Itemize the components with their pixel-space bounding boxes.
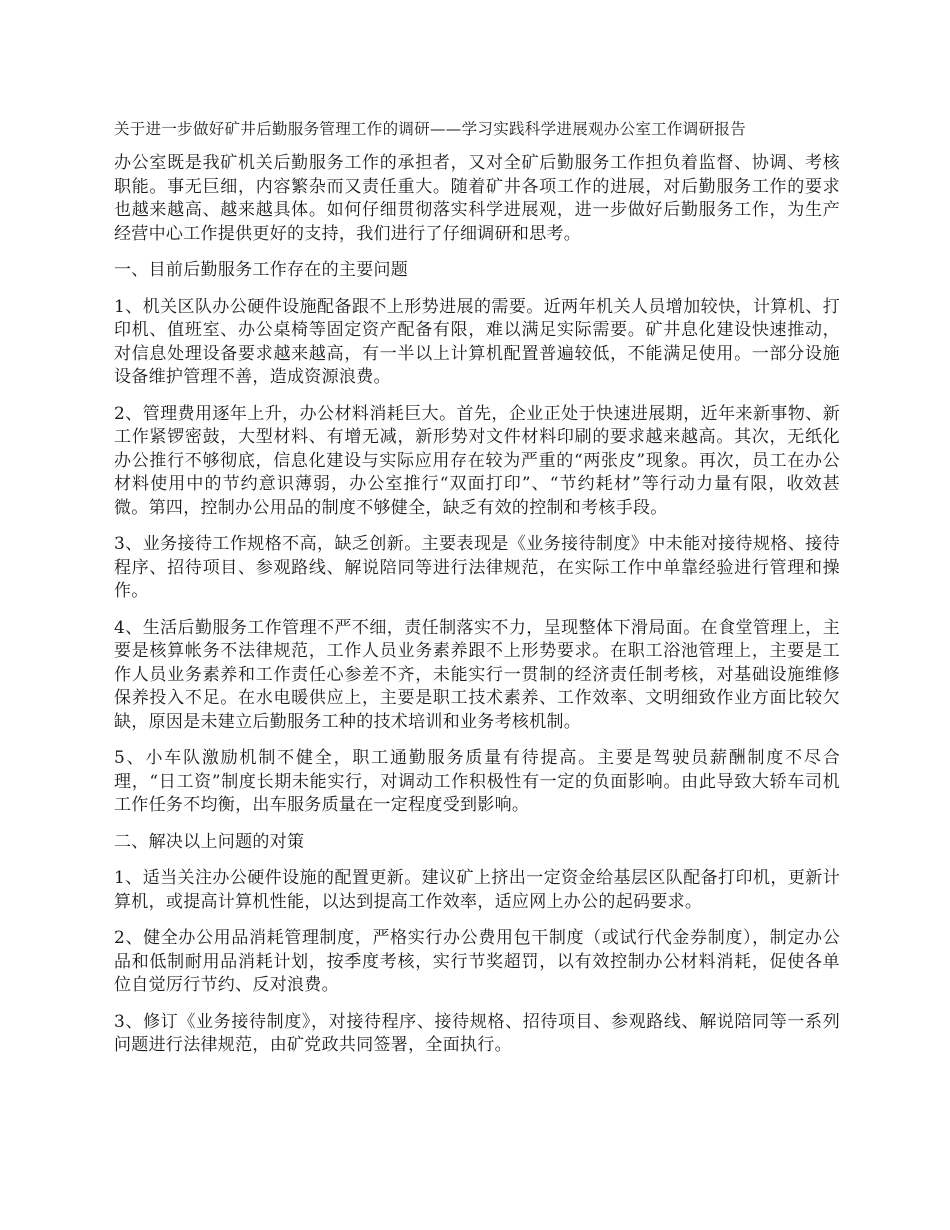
- document-page: [114, 118, 840, 1071]
- problem-item-5: 5、小车队激励机制不健全，职工通勤服务质量有待提高。主要是驾驶员薪酬制度不尽合理，“日工资”制度长期未能实行，对调动工作积极性有一定的负面影响。由此导致大轿车司机工作任务不均衡，出车服务质量在一定程度受到影响。: [114, 748, 840, 815]
- problem-item-3: 3、业务接待工作规格不高，缺乏创新。主要表现是《业务接待制度》中未能对接待规格、接待程序、招待项目、参观路线、解说陪同等进行法律规范，在实际工作中单靠经验进行管理和操作。: [114, 534, 840, 601]
- document-title: 关于进一步做好矿井后勤服务管理工作的调研——学习实践科学进展观办公室工作调研报告: [114, 120, 747, 138]
- problem-item-1: 1、机关区队办公硬件设施配备跟不上形势进展的需要。近两年机关人员增加较快，计算机、打印机、值班室、办公桌椅等固定资产配备有限，难以满足实际需要。矿井息化建设快速推动，对信息处理设备要求越来越高，有一半以上计算机配置普遍较低，不能满足使用。一部分设施设备维护管理不善，造成资源浪费。: [114, 296, 840, 387]
- solution-item-3: 3、修订《业务接待制度》，对接待程序、接待规格、招待项目、参观路线、解说陪同等一系列问题进行法律规范，由矿党政共同签署，全面执行。: [114, 1011, 840, 1055]
- solution-item-1: 1、适当关注办公硬件设施的配置更新。建议矿上挤出一定资金给基层区队配备打印机，更新计算机，或提高计算机性能，以达到提高工作效率，适应网上办公的起码要求。: [114, 868, 840, 912]
- problem-item-2: 2、管理费用逐年上升，办公材料消耗巨大。首先，企业正处于快速进展期，近年来新事物、新工作紧锣密鼓，大型材料、有增无减，新形势对文件材料印刷的要求越来越高。其次，无纸化办公推行不够彻底，信息化建设与实际应用存在较为严重的“两张皮”现象。再次，员工在办公材料使用中的节约意识薄弱，办公室推行“双面打印”、“节约耗材”等行动力量有限，收效甚微。第四，控制办公用品的制度不够健全，缺乏有效的控制和考核手段。: [114, 403, 840, 518]
- intro-paragraph: 办公室既是我矿机关后勤服务工作的承担者，又对全矿后勤服务工作担负着监督、协调、考核职能。事无巨细，内容繁杂而又责任重大。随着矿井各项工作的进展，对后勤服务工作的要求也越来越高、越来越具体。如何仔细贯彻落实科学进展观，进一步做好后勤服务工作，为生产经营中心工作提供更好的支持，我们进行了仔细调研和思考。: [114, 153, 840, 244]
- section-heading-solutions: 二、解决以上问题的对策: [114, 831, 305, 852]
- problem-item-4: 4、生活后勤服务工作管理不严不细，责任制落实不力，呈现整体下滑局面。在食堂管理上，主要是核算帐务不法律规范，工作人员业务素养跟不上形势要求。在职工浴池管理上，主要是工作人员业务素养和工作责任心参差不齐，未能实行一贯制的经济责任制考核，对基础设施维修保养投入不足。在水电暖供应上，主要是职工技术素养、工作效率、文明细致作业方面比较欠缺，原因是未建立后勤服务工种的技术培训和业务考核机制。: [114, 617, 840, 732]
- solution-item-2: 2、健全办公用品消耗管理制度，严格实行办公费用包干制度（或试行代金券制度），制定办公品和低制耐用品消耗计划，按季度考核，实行节奖超罚，以有效控制办公材料消耗，促使各单位自觉厉行节约、反对浪费。: [114, 928, 840, 995]
- section-heading-problems: 一、目前后勤服务工作存在的主要问题: [114, 260, 409, 280]
